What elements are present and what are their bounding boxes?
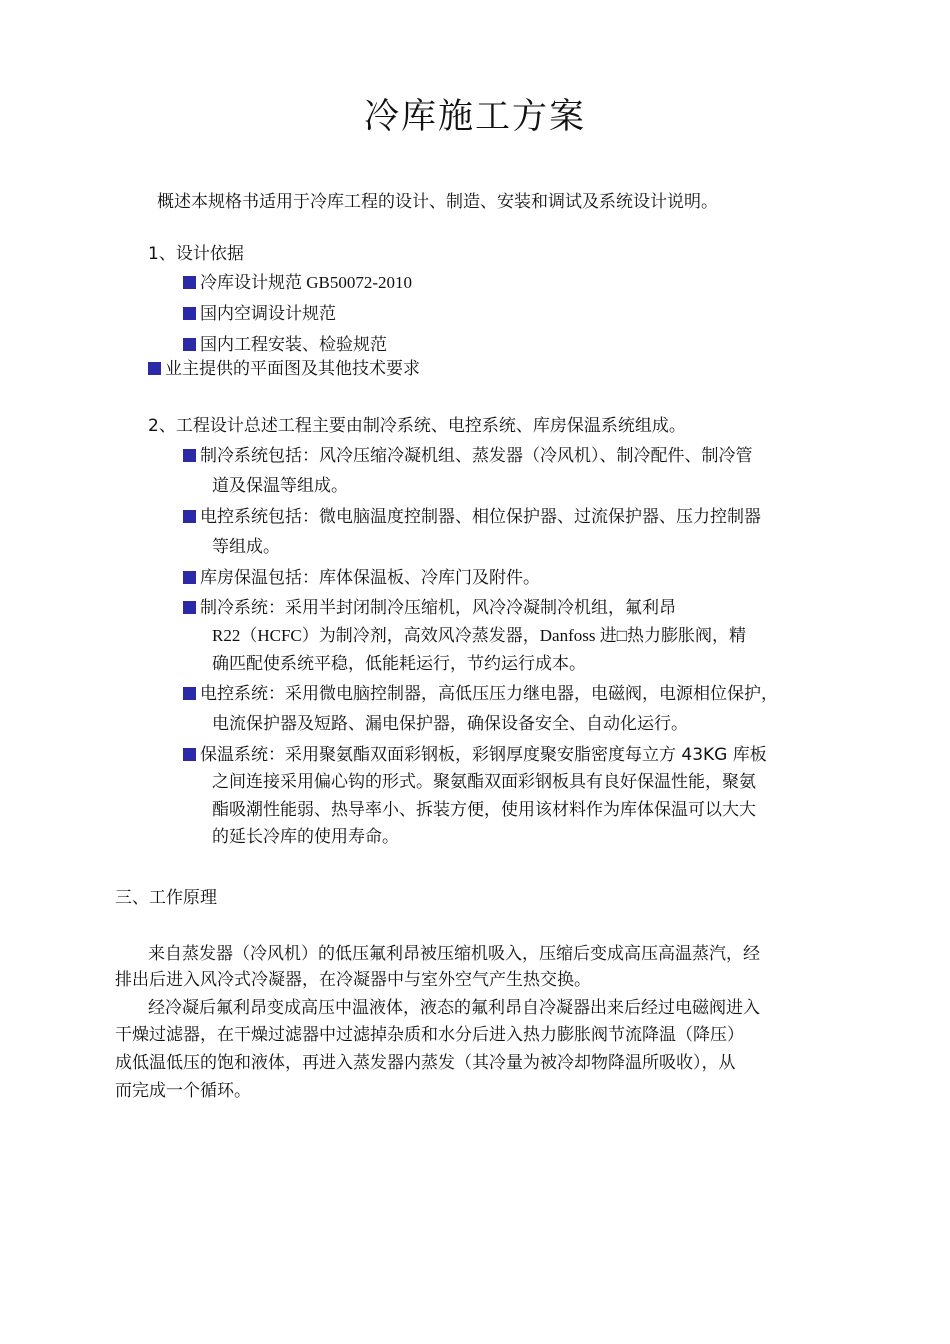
section3-heading: 三、工作原理 xyxy=(115,888,217,908)
section2-item-continued: 电流保护器及短路、漏电保护器，确保设备安全、自动化运行。 xyxy=(212,714,688,734)
section2-item-continued: 确匹配使系统平稳，低能耗运行，节约运行成本。 xyxy=(212,654,586,674)
paragraph-line: 而完成一个循环。 xyxy=(115,1081,251,1101)
section2-item-continued: 酯吸潮性能弱、热导率小、拆装方便，使用该材料作为库体保温可以大大 xyxy=(212,800,756,820)
square-bullet-icon xyxy=(183,307,196,320)
section2-item-continued: 道及保温等组成。 xyxy=(212,476,348,496)
section2-item: 保温系统：采用聚氨酯双面彩钢板，彩钢厚度聚安脂密度每立方 43KG 库板 xyxy=(183,741,767,770)
section2-heading: 2、工程设计总述工程主要由制冷系统、电控系统、库房保温系统组成。 xyxy=(148,416,686,436)
square-bullet-icon xyxy=(148,362,161,375)
paragraph-line: 干燥过滤器，在干燥过滤器中过滤掉杂质和水分后进入热力膨胀阀节流降温（降压） xyxy=(115,1025,744,1045)
intro-text: 概述本规格书适用于冷库工程的设计、制造、安装和调试及系统设计说明。 xyxy=(157,192,718,212)
section2-item-continued: 之间连接采用偏心钩的形式。聚氨酯双面彩钢板具有良好保温性能，聚氨 xyxy=(212,772,756,792)
square-bullet-icon xyxy=(183,449,196,462)
square-bullet-icon xyxy=(183,601,196,614)
section2-item: 制冷系统包括：风冷压缩冷凝机组、蒸发器（冷风机）、制冷配件、制冷管 xyxy=(183,442,753,471)
section2-item: 电控系统包括：微电脑温度控制器、相位保护器、过流保护器、压力控制器 xyxy=(183,503,761,532)
square-bullet-icon xyxy=(183,687,196,700)
section2-item-continued: 等组成。 xyxy=(212,537,280,557)
paragraph-line: 成低温低压的饱和液体，再进入蒸发器内蒸发（其冷量为被冷却物降温所吸收），从 xyxy=(115,1053,736,1073)
section2-item: 制冷系统：采用半封闭制冷压缩机，风冷冷凝制冷机组，氟利昂 xyxy=(183,594,676,623)
section1-item: 国内空调设计规范 xyxy=(183,300,336,329)
document-title: 冷库施工方案 xyxy=(363,97,586,137)
section1-item: 冷库设计规范 GB50072-2010 xyxy=(183,268,412,298)
square-bullet-icon xyxy=(183,276,196,289)
square-bullet-icon xyxy=(183,338,196,351)
section2-item-continued: R22（HCFC）为制冷剂，高效风冷蒸发器，Danfoss 进□热力膨胀阀，精 xyxy=(212,626,746,645)
paragraph-line: 来自蒸发器（冷风机）的低压氟利昂被压缩机吸入，压缩后变成高压高温蒸汽，经 xyxy=(148,944,760,964)
section1-item: 国内工程安装、检验规范 xyxy=(183,331,387,360)
square-bullet-icon xyxy=(183,748,196,761)
section2-item-continued: 的延长冷库的使用寿命。 xyxy=(212,827,399,847)
section1-heading: 1、设计依据 xyxy=(148,244,244,264)
section1-item: 业主提供的平面图及其他技术要求 xyxy=(148,355,420,384)
section2-item: 电控系统：采用微电脑控制器，高低压压力继电器，电磁阀，电源相位保护， xyxy=(183,680,778,709)
square-bullet-icon xyxy=(183,571,196,584)
paragraph-line: 经冷凝后氟利昂变成高压中温液体，液态的氟利昂自冷凝器出来后经过电磁阀进入 xyxy=(148,998,760,1018)
paragraph-line: 排出后进入风冷式冷凝器，在冷凝器中与室外空气产生热交换。 xyxy=(115,970,591,990)
section2-item: 库房保温包括：库体保温板、冷库门及附件。 xyxy=(183,564,540,593)
square-bullet-icon xyxy=(183,510,196,523)
